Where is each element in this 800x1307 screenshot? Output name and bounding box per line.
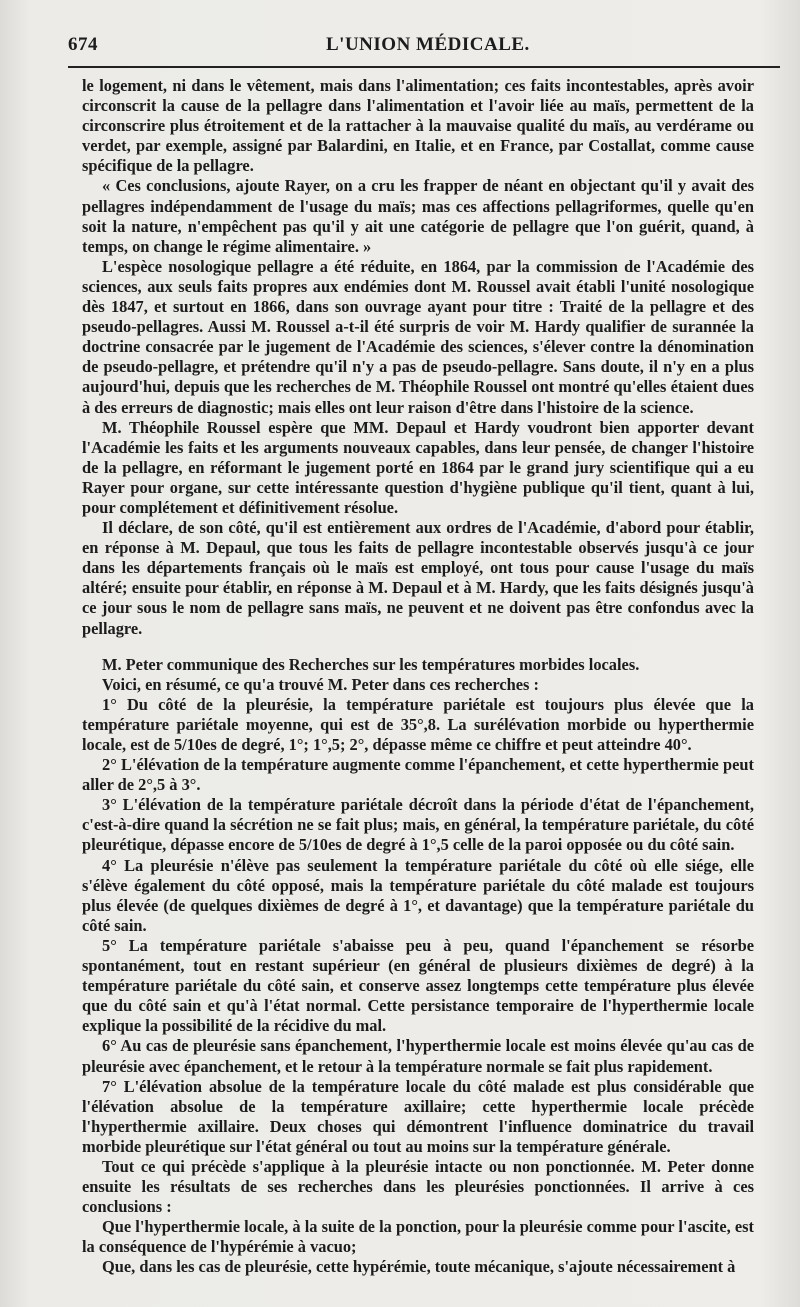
header-rule xyxy=(68,66,780,68)
paragraph: L'espèce nosologique pellagre a été réduite, en 1864, par la commission de l'Académie des sciences, aux seuls faits propres aux endémies dont M. Roussel avait établi l'unité nosologique dès 1847, et surtout en 1866, dans son ouvrage ayant pour titre : Traité de la pellagre et des pseudo-pellagres. Aussi M. Roussel a-t-il été surpris de voir M. Hardy qualifier de surannée la doctrine consacrée par le jugement de l'Académie des sciences, s'élever contre la dénomination de pseudo-pellagre, et prétendre qu'il n'y a pas de pseudo-pellagre. Sans doute, il n'y en a plus aujourd'hui, depuis que les recherches de M. Théophile Roussel ont montré qu'elles étaient dues à des erreurs de diagnostic; mais elles ont leur raison d'être dans l'histoire de la science. xyxy=(82,256,754,417)
paragraph: « Ces conclusions, ajoute Rayer, on a cru les frapper de néant en objectant qu'il y avait des pellagres indépendamment de l'usage du maïs; mas ces affections pellagriformes, quelle qu'en soit la nature, n'empêchent pas qu'il y ait une catégorie de pellagre que l'on guérit, quand, à temps, on change le régime alimentaire. » xyxy=(82,176,754,256)
list-item: 3° L'élévation de la température pariétale décroît dans la période d'état de l'épanchement, c'est-à-dire quand la sécrétion ne se fait plus; mais, en général, la température pariétale, du côté pleurétique, dépasse encore de 5/10es de degré à 1°,5 celle de la paroi opposée ou du côté sain. xyxy=(82,795,754,855)
paragraph: Que l'hyperthermie locale, à la suite de la ponction, pour la pleurésie comme pour l'ascite, est la conséquence de l'hypérémie à vacuo; xyxy=(82,1217,754,1257)
paragraph: Tout ce qui précède s'applique à la pleurésie intacte ou non ponctionnée. M. Peter donne ensuite les résultats de ses recherches dans les pleurésies ponctionnées. Il arrive à ces conclusions : xyxy=(82,1156,754,1217)
paragraph: Voici, en résumé, ce qu'a trouvé M. Peter dans ces recherches : xyxy=(102,674,539,694)
article-body xyxy=(82,76,754,1278)
running-title: L'UNION MÉDICALE. xyxy=(326,34,530,55)
list-item: 2° L'élévation de la température augmente comme l'épanchement, et cette hyperthermie peut aller de 2°,5 à 3°. xyxy=(82,755,754,795)
list-item: 7° L'élévation absolue de la température locale du côté malade est plus considérable que l'élévation absolue de la température axillaire; cette hyperthermie locale précède l'hyperthermie axillaire. Deux choses qui démontrent l'influence dominatrice du travail morbide pleurétique sur l'état général ou tout au moins sur la température générale. xyxy=(82,1076,754,1156)
list-item: 5° La température pariétale s'abaisse peu à peu, quand l'épanchement se résorbe spontanément, tout en restant supérieur (en général de plusieurs dixièmes de degré) à la température pariétale du côté sain, et conserve assez longtemps cette température plus élevée que du côté sain et qu'à l'état normal. Cette persistance temporaire de l'hyperthermie locale explique la possibilité de la récidive du mal. xyxy=(82,935,754,1036)
page-number: 674 xyxy=(68,34,98,55)
paragraph: M. Théophile Roussel espère que MM. Depaul et Hardy voudront bien apporter devant l'Académie les faits et les arguments nouveaux capables, dans leur pensée, de changer l'histoire de la pellagre, en réformant le jugement porté en 1864 par le grand jury scientifique qui a eu Rayer pour organe, sur cette intéressante question d'hygiène publique qu'il tient, quant à lui, pour complétement et définitivement résolue. xyxy=(82,417,754,517)
paragraph: le logement, ni dans le vêtement, mais dans l'alimentation; ces faits incontestables, après avoir circonscrit la cause de la pellagre dans l'alimentation et l'avoir liée au maïs, permettent de la circonscrire plus étroitement et de la rattacher à la mauvaise qualité du maïs, au verdérame ou verdet, par exemple, assigné par Balardini, en Italie, et en France, par Costallat, comme cause spécifique de la pellagre. xyxy=(82,76,754,176)
paragraph: Que, dans les cas de pleurésie, cette hypérémie, toute mécanique, s'ajoute nécessairement à xyxy=(102,1257,736,1277)
list-item: 4° La pleurésie n'élève pas seulement la température pariétale du côté où elle siége, elle s'élève également du côté opposé, mais la température pariétale du côté malade est toujours plus élevée (de quelques dixièmes de degré à 1°, et davantage) que la température pariétale du côté sain. xyxy=(82,855,754,935)
paragraph: Il déclare, de son côté, qu'il est entièrement aux ordres de l'Académie, d'abord pour établir, en réponse à M. Depaul, que tous les faits de pellagre incontestable observés jusqu'à ce jour dans les départements français où le maïs est employé, ont tous pour cause l'usage du maïs altéré; ensuite pour établir, en réponse à M. Depaul et à M. Hardy, que les faits désignés jusqu'à ce jour sous le nom de pellagre sans maïs, ne peuvent et ne doivent pas être confondus avec la pellagre. xyxy=(82,518,754,638)
page-header xyxy=(68,34,780,60)
list-item: 6° Au cas de pleurésie sans épanchement, l'hyperthermie locale est moins élevée qu'au cas de pleurésie avec épanchement, et le retour à la température normale se fait plus rapidement. xyxy=(82,1036,754,1076)
section-heading: M. Peter communique des Recherches sur les températures morbides locales. xyxy=(102,654,640,674)
list-item: 1° Du côté de la pleurésie, la température pariétale est toujours plus élevée que la température pariétale moyenne, qui est de 35°,8. La surélévation morbide ou hyperthermie locale, est de 5/10es de degré, 1°; 1°,5; 2°, dépasse même ce chiffre et peut atteindre 40°. xyxy=(82,694,754,754)
